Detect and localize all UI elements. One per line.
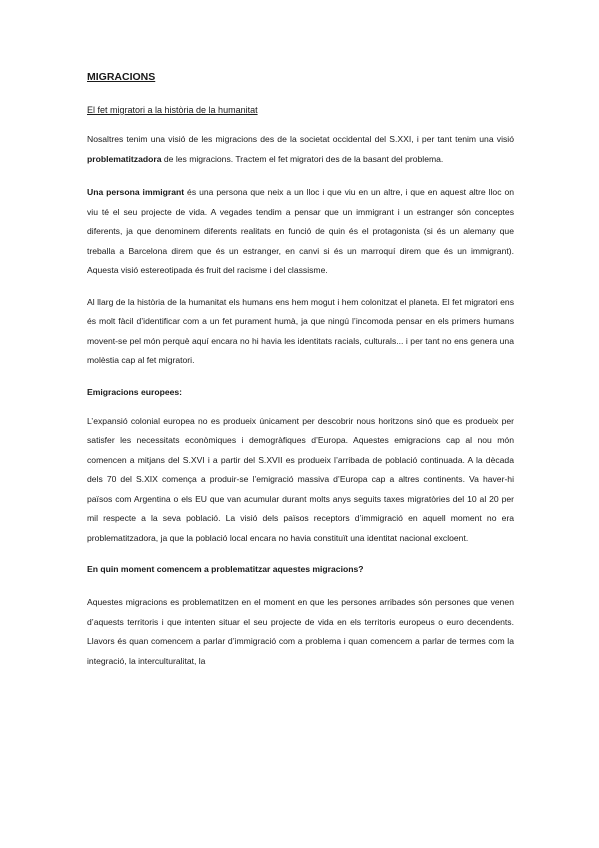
paragraph-intro-text-a: Nosaltres tenim una visió de les migracions des de la societat occidental del S.XXI, i per tant tenim una visió bbox=[87, 134, 514, 144]
paragraph-intro-text-c: de les migracions. Tractem el fet migratori des de la basant del problema. bbox=[161, 153, 444, 164]
paragraph-problematize: Aquestes migracions es problematitzen en el moment en que les persones arribades són persones que venen d’aquests territoris i que intenten situar el seu projecte de vida en els territoris europeus o euro decendents. Llavors és quan comencem a parlar d’immigració com a problema i quan comencem a parlar de termes com la integració, la interculturalitat, la bbox=[87, 597, 514, 666]
heading-emigracions: Emigracions europees: bbox=[87, 386, 183, 397]
heading-when: En quin moment comencem a problematitzar aquestes migracions? bbox=[87, 564, 364, 574]
document-title: MIGRACIONS bbox=[87, 71, 156, 83]
paragraph-intro-bold: problematitzadora bbox=[87, 153, 162, 164]
paragraph-immigrant-text: és una persona que neix a un lloc i que viu en un altre, i que en aquest altre lloc on viu té el seu projecte de vida. A vegades tendim a pensar que un immigrant i un estranger són conceptes diferents, ja que denominem diferents realitats en funció de quin és el protagonista (si és un alemany que treballa a Barcelona direm que és un estranger, en canvi si és un marroquí direm que és un immigrant). Aquesta visió estereotipada és fruit del racisme i del classisme. bbox=[87, 187, 515, 275]
paragraph-history: Al llarg de la història de la humanitat els humans ens hem mogut i hem colonitzat el planeta. El fet migratori ens és molt fàcil d’identificar com a un fet purament humà, ja que ningú l’incomoda pensar en els primers humans movent-se pel món perquè aquí encara no hi havia les identitats racials, culturals... i per tant no ens genera una molèstia cap al fet migratori. bbox=[87, 296, 514, 365]
paragraph-immigrant bbox=[87, 183, 514, 281]
paragraph-immigrant-bold: Una persona immigrant bbox=[87, 187, 185, 197]
paragraph-colonial: L’expansió colonial europea no es produeix únicament per descobrir nous horitzons sinó que es produeix per satisfer les necessitats econòmiques i demogràfiques d’Europa. Aquestes emigracions cap al nou món comencen a mitjans del S.XVI i a partir del S.XVII es produeix l’arribada de població continuada. A la dècada dels 70 del S.XIX comença a produir-se l’emigració massiva d’Europa cap a altres continents. Va haver-hi països com Argentina o els EU que van acumular durant molts anys seguits taxes migratòries del 10 al 20 per mil respecte a la seva població. La visió dels països receptors d’immigració en aquell moment no era problematitzadora, ja que la població local encara no havia constituït una identitat nacional excloent. bbox=[87, 415, 514, 543]
document-page bbox=[87, 70, 514, 671]
paragraph-intro bbox=[87, 130, 514, 169]
document-subtitle: El fet migratori a la història de la humanitat bbox=[87, 105, 258, 115]
